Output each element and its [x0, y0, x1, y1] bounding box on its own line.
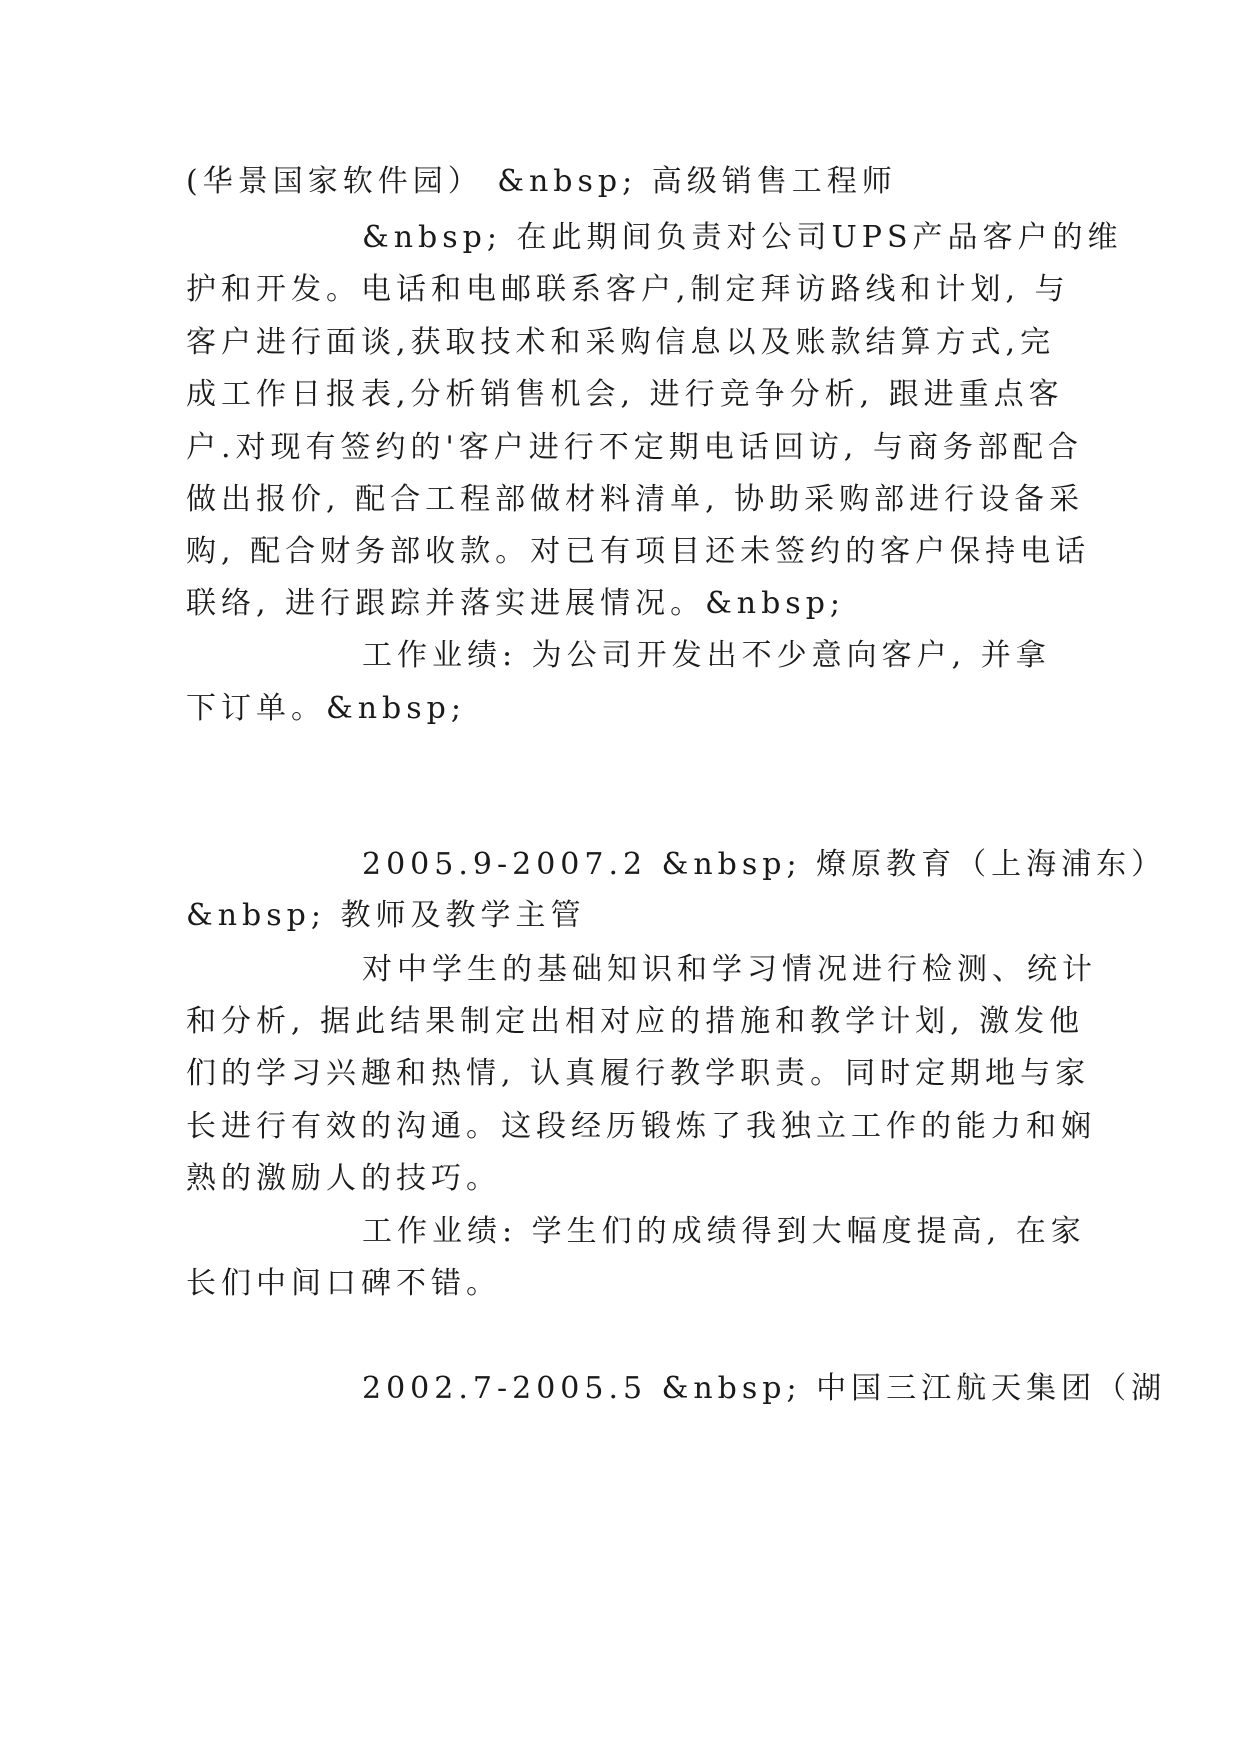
text-line: 联络, 进行跟踪并落实进展情况。&nbsp;: [186, 586, 846, 621]
text-line: 客户进行面谈,获取技术和采购信息以及账款结算方式,完: [186, 325, 1056, 360]
text-line: 成工作日报表,分析销售机会, 进行竞争分析, 跟进重点客: [186, 377, 1064, 412]
text-line: 购, 配合财务部收款。对已有项目还未签约的客户保持电话: [186, 534, 1091, 569]
text-line: 下订单。&nbsp;: [186, 691, 466, 726]
text-line: 2005.9-2007.2 &nbsp; 燎原教育（上海浦东）: [362, 847, 1167, 882]
text-line: 工作业绩: 学生们的成绩得到大幅度提高, 在家: [362, 1214, 1086, 1249]
text-line: 和分析, 据此结果制定出相对应的措施和教学计划, 激发他: [186, 1004, 1085, 1039]
text-line: 户.对现有签约的'客户进行不定期电话回访, 与商务部配合: [186, 430, 1083, 465]
text-line: 们的学习兴趣和热情, 认真履行教学职责。同时定期地与家: [186, 1056, 1091, 1091]
text-line: 长们中间口碑不错。: [186, 1266, 501, 1301]
text-line: 对中学生的基础知识和学习情况进行检测、统计: [362, 952, 1097, 987]
text-line: &nbsp; 在此期间负责对公司UPS产品客户的维: [362, 220, 1123, 255]
text-line: 工作业绩: 为公司开发出不少意向客户, 并拿: [362, 638, 1051, 673]
text-line: 做出报价, 配合工程部做材料清单, 协助采购部进行设备采: [186, 482, 1085, 517]
text-line: 2002.7-2005.5 &nbsp; 中国三江航天集团（湖: [362, 1371, 1167, 1406]
text-line: 熟的激励人的技巧。: [186, 1161, 501, 1196]
text-line: &nbsp; 教师及教学主管: [186, 898, 586, 933]
text-line: (华景国家软件园） &nbsp; 高级销售工程师: [186, 164, 897, 199]
text-line: 护和开发。电话和电邮联系客户,制定拜访路线和计划, 与: [186, 272, 1070, 307]
text-line: 长进行有效的沟通。这段经历锻炼了我独立工作的能力和娴: [186, 1109, 1096, 1144]
